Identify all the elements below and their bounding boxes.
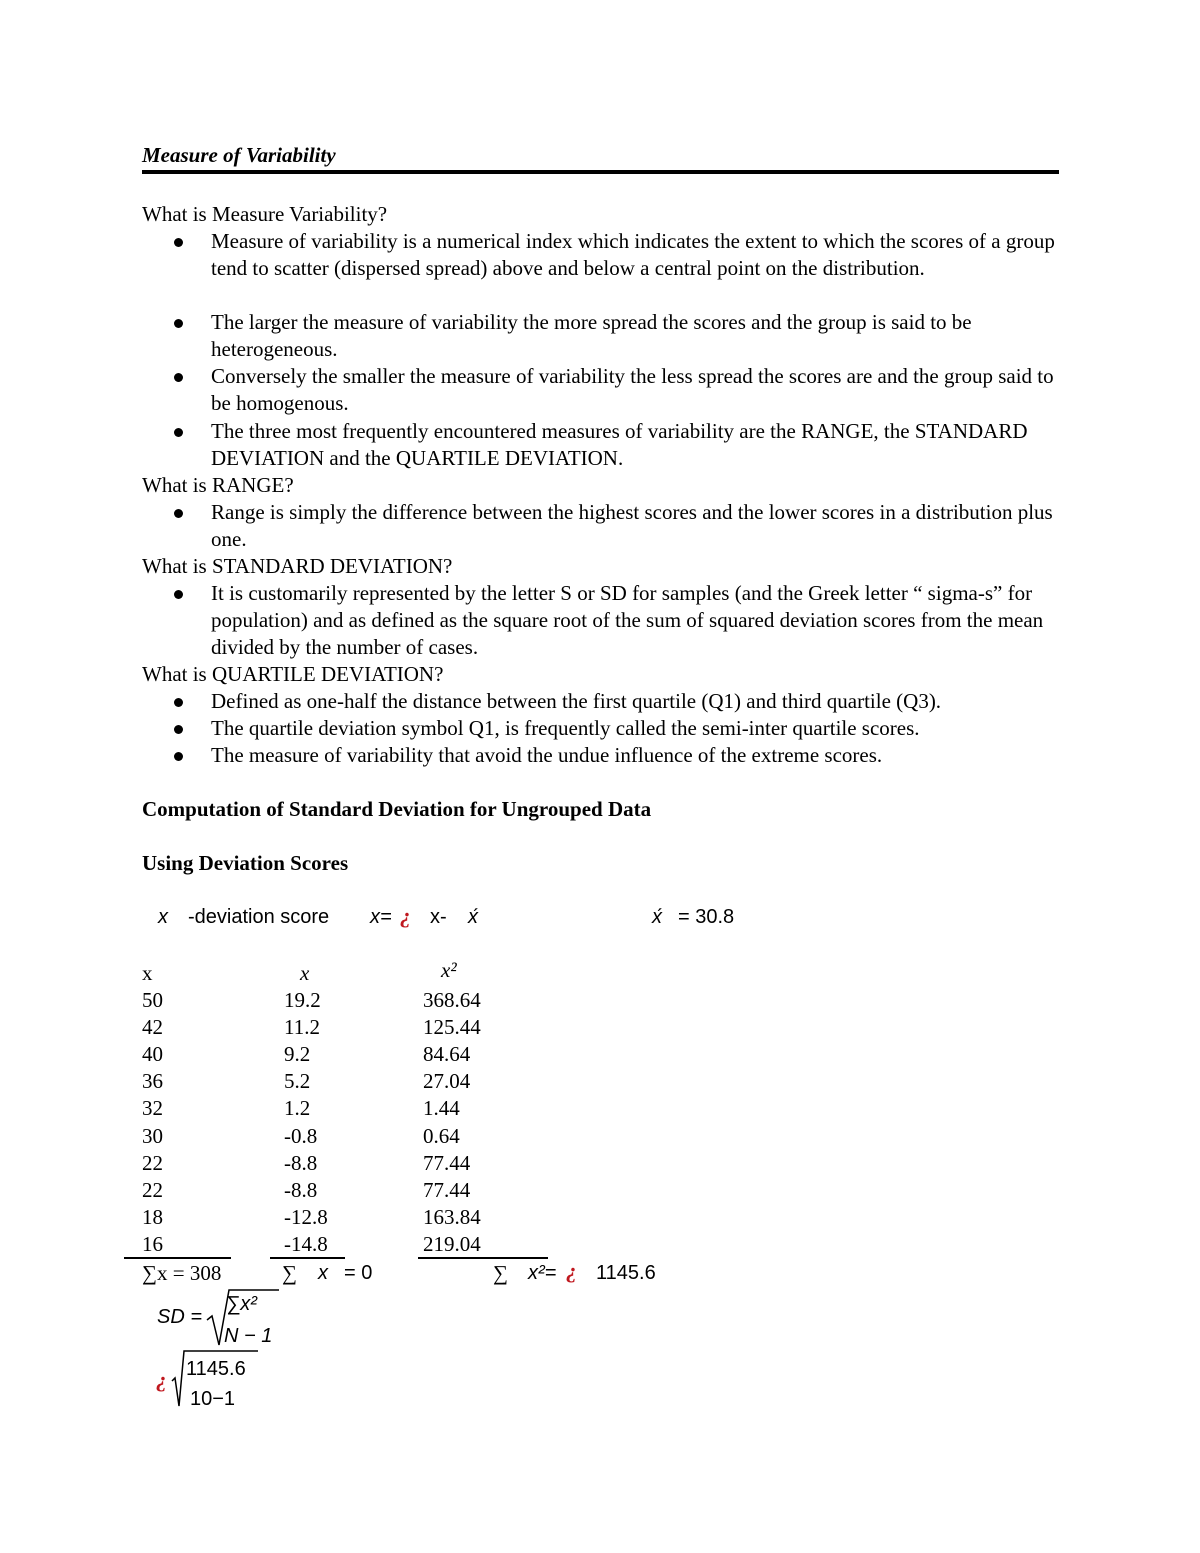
bullet-icon <box>174 725 183 734</box>
sd-numerator: ∑x² <box>226 1293 257 1315</box>
bullet-item: It is customarily represented by the letter S or SD for samples (and the Greek letter “ sigma-s” for population) and as defined as the square root of the sum of squared deviation scores from the mean divided by the number of cases. <box>211 580 1061 661</box>
cell-score: 16 <box>142 1231 163 1256</box>
bullet-item: Conversely the smaller the measure of variability the less spread the scores are and the group said to be homogenous. <box>211 363 1061 417</box>
cell-deviation: 1.2 <box>284 1096 311 1121</box>
cell-score: 42 <box>142 1015 163 1040</box>
bullet-icon <box>174 509 183 518</box>
sum-x: ∑x = 308 <box>142 1261 222 1285</box>
sum-divider <box>418 1257 548 1259</box>
sum-divider <box>270 1257 345 1259</box>
mean-value: = 30.8 <box>678 906 735 928</box>
question-measure-variability: What is Measure Variability? <box>142 202 388 226</box>
deviation-symbol: x <box>158 906 168 928</box>
deviation-formula-lhs: x= <box>370 906 392 928</box>
cell-deviation: 9.2 <box>284 1042 311 1067</box>
cell-squared: 77.44 <box>423 1150 471 1175</box>
deviation-label: -deviation score <box>188 906 330 928</box>
cell-deviation: 11.2 <box>284 1015 320 1040</box>
cell-squared: 0.64 <box>423 1123 460 1148</box>
page-title: Measure of Variability <box>142 143 336 167</box>
cell-squared: 163.84 <box>423 1204 481 1229</box>
unrendered-glyph: ¿ <box>400 903 411 928</box>
cell-score: 40 <box>142 1042 163 1067</box>
question-standard-deviation: What is STANDARD DEVIATION? <box>142 554 453 578</box>
bullet-item: The measure of variability that avoid the undue influence of the extreme scores. <box>211 742 1061 769</box>
bullet-item: The three most frequently encountered measures of variability are the RANGE, the STANDARD DEVIATION and the QUARTILE DEVIATION. <box>211 418 1061 472</box>
cell-score: 18 <box>142 1204 163 1229</box>
cell-deviation: -8.8 <box>284 1150 318 1175</box>
cell-squared: 84.64 <box>423 1042 471 1067</box>
table-header-x: x <box>142 961 153 985</box>
cell-score: 36 <box>142 1069 163 1094</box>
cell-squared: 77.44 <box>423 1177 471 1202</box>
bullet-item: Defined as one-half the distance between the first quartile (Q1) and third quartile (Q3). <box>211 688 1061 715</box>
computation-heading: Computation of Standard Deviation for Ungrouped Data <box>142 797 652 821</box>
unrendered-glyph: ¿ <box>156 1367 167 1392</box>
sigma-icon: ∑ <box>493 1261 508 1285</box>
sd-num-value: 1145.6 <box>186 1358 246 1380</box>
sum-sq-value: 1145.6 <box>596 1262 656 1284</box>
cell-deviation: -14.8 <box>284 1231 328 1256</box>
bullet-icon <box>174 319 183 328</box>
cell-squared: 1.44 <box>423 1096 460 1121</box>
cell-squared: 219.04 <box>423 1231 481 1256</box>
bullet-icon <box>174 428 183 437</box>
cell-squared: 368.64 <box>423 988 481 1012</box>
mean-symbol: x́ <box>468 906 478 928</box>
sum-sq-symbol: x²= <box>528 1262 557 1284</box>
bullet-icon <box>174 590 183 599</box>
cell-score: 30 <box>142 1123 163 1148</box>
cell-deviation: -0.8 <box>284 1123 318 1148</box>
sum-dev-symbol: x <box>318 1262 328 1284</box>
sum-dev-value: = 0 <box>344 1262 373 1284</box>
cell-deviation: 19.2 <box>284 988 321 1012</box>
deviation-formula-rhs: x- <box>430 906 447 928</box>
cell-score: 22 <box>142 1177 163 1202</box>
bullet-icon <box>174 373 183 382</box>
mean-symbol: x́ <box>652 906 662 928</box>
question-quartile-deviation: What is QUARTILE DEVIATION? <box>142 662 444 686</box>
unrendered-glyph: ¿ <box>566 1258 577 1283</box>
title-divider <box>142 170 1059 174</box>
question-range: What is RANGE? <box>142 473 294 497</box>
sd-denominator: N − 1 <box>224 1325 273 1347</box>
bullet-item: The larger the measure of variability the more spread the scores and the group is said to be heterogeneous. <box>211 309 1061 363</box>
deviation-heading: Using Deviation Scores <box>142 851 349 875</box>
cell-score: 32 <box>142 1096 163 1121</box>
cell-squared: 27.04 <box>423 1069 471 1094</box>
cell-score: 50 <box>142 988 163 1012</box>
sum-divider <box>124 1257 231 1259</box>
cell-deviation: -8.8 <box>284 1177 318 1202</box>
sd-lhs: SD = <box>157 1306 203 1328</box>
sigma-icon: ∑ <box>282 1261 297 1285</box>
bullet-icon <box>174 698 183 707</box>
cell-score: 22 <box>142 1150 163 1175</box>
cell-deviation: 5.2 <box>284 1069 311 1094</box>
bullet-icon <box>174 752 183 761</box>
table-header-squared: x² <box>441 958 457 982</box>
table-header-deviation: x <box>300 961 310 985</box>
sd-den-value: 10−1 <box>190 1388 236 1410</box>
bullet-item: Measure of variability is a numerical index which indicates the extent to which the scores of a group tend to scatter (dispersed spread) above and below a central point on the distribution. <box>211 228 1061 282</box>
cell-squared: 125.44 <box>423 1015 481 1040</box>
bullet-item: The quartile deviation symbol Q1, is frequently called the semi-inter quartile scores. <box>211 715 1061 742</box>
cell-deviation: -12.8 <box>284 1204 328 1229</box>
bullet-icon <box>174 238 183 247</box>
bullet-item: Range is simply the difference between the highest scores and the lower scores in a distribution plus one. <box>211 499 1061 553</box>
